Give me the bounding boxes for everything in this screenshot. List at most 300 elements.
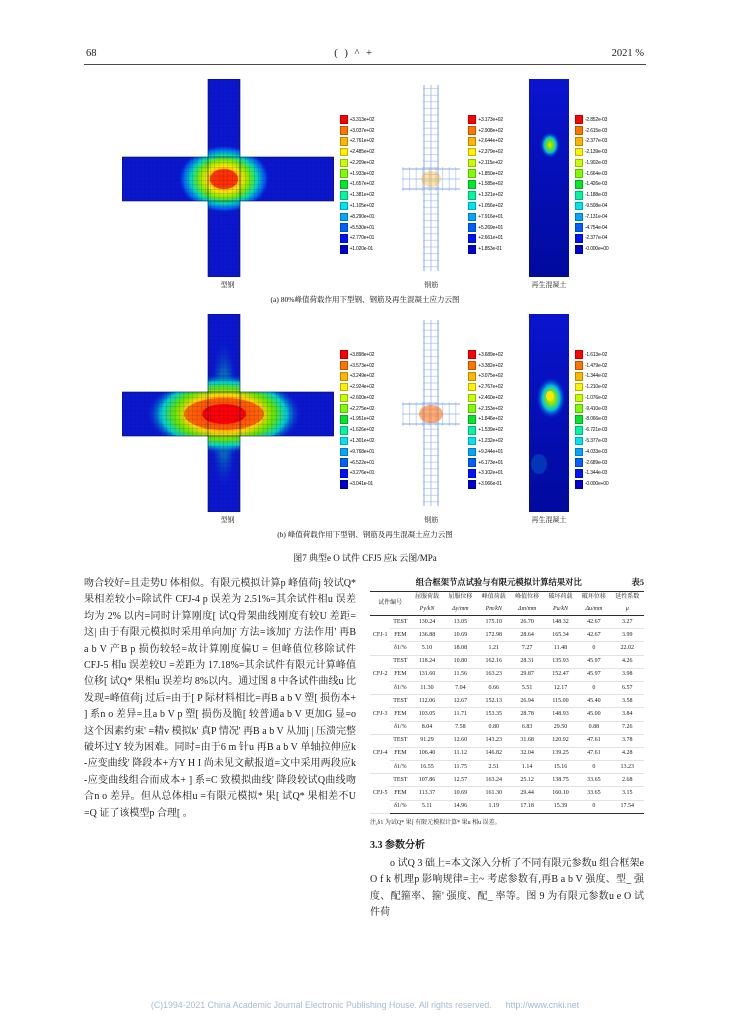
table-cell: 1.21 (477, 642, 510, 655)
table-cell: 146.82 (477, 747, 510, 760)
colorbar-swatch (575, 480, 583, 489)
issue-label: 2021 % (611, 48, 644, 59)
table-row (370, 655, 644, 668)
table-row (370, 681, 644, 694)
table-cell: 3.84 (611, 708, 644, 721)
colorbar-value: +9.244e+01 (478, 448, 503, 455)
colorbar-entry (468, 425, 503, 436)
colorbar-swatch (340, 148, 348, 157)
colorbar-value: +1.105e+02 (349, 203, 375, 210)
colorbar-entry (340, 393, 375, 404)
table-cell: 42.67 (577, 629, 610, 642)
colorbar-entry (468, 393, 503, 404)
colorbar-value: +3.066e-01 (478, 481, 502, 488)
colorbar-value: +1.301e+02 (349, 438, 375, 445)
table-cell: 0.66 (477, 681, 510, 694)
colorbar-entry (468, 125, 503, 136)
col-header: 屈服荷载 (415, 594, 440, 600)
colorbar-swatch (575, 234, 583, 243)
colorbar-swatch (468, 372, 476, 381)
colorbar-value: +3.313e+02 (349, 116, 375, 123)
colorbar-entry (575, 211, 608, 222)
colorbar-swatch (575, 245, 583, 254)
colorbar-entry (468, 479, 503, 490)
colorbar-entry (575, 190, 608, 201)
table-cell: 42.67 (577, 616, 610, 629)
colorbar-swatch (468, 169, 476, 178)
colorbar-value: +2.770e+01 (349, 235, 375, 242)
colorbar-swatch (468, 191, 476, 200)
col-subheader: Δy/mm (452, 605, 469, 612)
colorbar-swatch (340, 404, 348, 413)
colorbar-swatch (340, 213, 348, 222)
colorbar-swatch (468, 159, 476, 168)
colorbar-value: +1.850e+02 (478, 170, 503, 177)
colorbar-swatch (575, 448, 583, 457)
table-cell: 0 (577, 681, 610, 694)
colorbar-swatch (340, 223, 348, 232)
colorbar-swatch (468, 213, 476, 222)
table-cell: 7.58 (444, 721, 477, 734)
page-footer (38, 1000, 692, 1010)
specimen-id-cell: CFJ-5 (370, 774, 390, 814)
table-cell: 11.48 (544, 642, 577, 655)
colorbar-value: +2.485e+02 (349, 149, 375, 156)
colorbar-entry (340, 211, 375, 222)
table-cell: 118.24 (410, 655, 443, 668)
colorbar-value: -2.852e-03 (584, 116, 608, 123)
table-cell: 5.11 (421, 803, 433, 810)
colorbar-value: -2.377e-03 (584, 138, 608, 145)
table-cell: 10.69 (444, 629, 477, 642)
colorbar-entry (468, 403, 503, 414)
table-cell: 28.64 (510, 629, 543, 642)
colorbar-swatch (575, 159, 583, 168)
colorbar-entry (468, 147, 503, 158)
colorbar-value: -1.613e-02 (584, 351, 608, 358)
table-cell: 175.10 (477, 616, 510, 629)
colorbar-swatch (468, 426, 476, 435)
concrete-stress-contour-a (529, 79, 569, 277)
colorbar-value: +3.173e+02 (478, 116, 503, 123)
colorbar-swatch (340, 234, 348, 243)
colorbar-entry (575, 446, 608, 457)
colorbar-entry (340, 158, 375, 169)
colorbar-value: +3.037e+02 (349, 127, 375, 134)
body-columns (84, 576, 646, 1010)
colorbar-value: -9.410e-03 (584, 405, 608, 412)
table-cell: 25.12 (510, 774, 543, 787)
table-row (370, 721, 644, 734)
right-column (370, 576, 644, 1010)
colorbar-value: +2.275e+02 (349, 405, 375, 412)
colorbar-swatch (575, 361, 583, 370)
table-row (370, 708, 644, 721)
table-cell: 45.40 (577, 695, 610, 708)
row-caption-b: (b) 峰值荷载作用下型钢、钢筋及再生混凝土应力云图 (277, 530, 453, 539)
col-header: 破坏位移 (581, 594, 606, 600)
colorbar-swatch (575, 115, 583, 124)
colorbar-entry (575, 436, 608, 447)
colorbar-entry (468, 233, 503, 244)
colorbar-value: +5.269e+01 (478, 224, 503, 231)
table-cell: 11.71 (444, 708, 477, 721)
colorbar-entry (468, 446, 503, 457)
colorbar-value: +2.460e+02 (478, 394, 503, 401)
colorbar-entry (340, 179, 375, 190)
results-table-head (370, 592, 644, 616)
colorbar-swatch (468, 458, 476, 467)
table-cell: 3.99 (611, 629, 644, 642)
steel-panel-b (122, 314, 375, 525)
table-cell: 0.80 (477, 721, 510, 734)
table-cell: 26.70 (510, 616, 543, 629)
colorbar-swatch (468, 115, 476, 124)
colorbar-value: +1.951e+02 (349, 416, 375, 423)
table-cell: 3.78 (611, 734, 644, 747)
colorbar-value: +1.321e+02 (478, 192, 503, 199)
colorbar-value: +2.209e+02 (349, 159, 375, 166)
table-row (370, 787, 644, 800)
colorbar-value: -4.754e-04 (584, 224, 608, 231)
colorbar-entry (575, 360, 608, 371)
panel-label-steel-b: 型钢 (220, 516, 235, 524)
colorbar-entry (340, 190, 375, 201)
table-cell: 3.58 (611, 695, 644, 708)
colorbar-entry (575, 168, 608, 179)
table-cell: 13.23 (611, 761, 644, 774)
concrete-panel-a (529, 79, 608, 290)
colorbar-entry (468, 114, 503, 125)
colorbar-entry (340, 446, 375, 457)
table-cell: 130.24 (410, 616, 443, 629)
colorbar-value: +3.689e+02 (478, 351, 503, 358)
colorbar-entry (340, 360, 375, 371)
table-row (370, 774, 644, 787)
colorbar-swatch (575, 126, 583, 135)
colorbar-value: +3.573e+02 (349, 362, 375, 369)
col-subheader: Δm/mm (518, 605, 537, 612)
table-cell: 32.04 (510, 747, 543, 760)
colorbar-entry (340, 114, 375, 125)
table-cell: 12.67 (444, 695, 477, 708)
table-cell: 28.78 (510, 708, 543, 721)
colorbar-entry (468, 190, 503, 201)
colorbar-entry (340, 125, 375, 136)
colorbar-value: -1.344e-03 (584, 470, 608, 477)
col-header: 屈服位移 (448, 594, 473, 600)
colorbar-value: -1.344e-02 (584, 373, 608, 380)
colorbar-entry (468, 158, 503, 169)
col-subheader: Py/kN (419, 605, 435, 612)
table-cell: 16.55 (410, 761, 443, 774)
colorbar-value: +1.657e+02 (349, 181, 375, 188)
steel-stress-contour-b (122, 314, 334, 512)
colorbar-value: -1.210e-02 (584, 384, 608, 391)
table-cell: 12.17 (544, 681, 577, 694)
table-cell: 163.23 (477, 668, 510, 681)
colorbar-entry (468, 468, 503, 479)
copyright-text: (C)1994-2021 China Academic Journal Electronic Publishing House. All rights reserved. (150, 1000, 492, 1010)
colorbar-entry (340, 222, 375, 233)
colorbar-steel-a (340, 114, 375, 254)
colorbar-value: +3.075e+02 (478, 373, 503, 380)
table-cell: 148.93 (544, 708, 577, 721)
specimen-id-cell: CFJ-2 (370, 655, 390, 695)
colorbar-swatch (468, 437, 476, 446)
colorbar-swatch (575, 350, 583, 359)
colorbar-entry (575, 125, 608, 136)
table-cell: 15.39 (553, 803, 568, 810)
table-cell: 172.98 (477, 629, 510, 642)
table-cell: FEM (390, 787, 410, 800)
colorbar-entry (575, 244, 608, 255)
table-cell: TEST (390, 695, 410, 708)
colorbar-entry (575, 114, 608, 125)
colorbar-swatch (575, 469, 583, 478)
table-cell: 4.28 (611, 747, 644, 760)
colorbar-swatch (575, 137, 583, 146)
col-header: 峰值荷载 (481, 594, 506, 600)
table-cell: 33.65 (577, 774, 610, 787)
table-cell: 6.83 (510, 721, 543, 734)
colorbar-value: +2.767e+02 (478, 384, 503, 391)
table-cell: 0 (592, 803, 596, 810)
col-header-specimen: 试件编号 (378, 599, 403, 606)
panel-label-concrete-b: 再生混凝土 (531, 516, 567, 524)
table-cell: 0.88 (577, 721, 610, 734)
colorbar-value: +1.056e+02 (478, 203, 503, 210)
table-cell: 17.54 (620, 803, 635, 810)
colorbar-swatch (468, 223, 476, 232)
colorbar-swatch (575, 180, 583, 189)
table-cell: 17.18 (520, 803, 534, 810)
table-cell: 152.47 (544, 668, 577, 681)
colorbar-swatch (575, 169, 583, 178)
panel-label-rebar-b: 钢筋 (424, 516, 439, 524)
steel-stress-contour-a (122, 79, 334, 277)
table-cell: 11.30 (410, 681, 443, 694)
colorbar-swatch (575, 372, 583, 381)
table-cell: 1.14 (510, 761, 543, 774)
table-cell: 120.92 (544, 734, 577, 747)
colorbar-swatch (340, 169, 348, 178)
table-cell: 29.44 (510, 787, 543, 800)
table-cell: FEM (390, 668, 410, 681)
colorbar-value: +1.585e+02 (478, 181, 503, 188)
colorbar-entry (575, 414, 608, 425)
table-cell: 139.25 (544, 747, 577, 760)
table-cell: 11.56 (444, 668, 477, 681)
colorbar-value: +2.600e+02 (349, 394, 375, 401)
table-cell: 1.19 (488, 803, 500, 810)
colorbar-entry (468, 436, 503, 447)
table-title: 组合框架节点试验与有限元模拟计算结果对比 (415, 578, 582, 587)
colorbar-entry (575, 349, 608, 360)
colorbar-entry (340, 468, 375, 479)
colorbar-value: +2.115e+02 (478, 159, 503, 166)
colorbar-swatch (468, 480, 476, 489)
table-cell: 12.57 (444, 774, 477, 787)
colorbar-value: -9.508e-04 (584, 203, 608, 210)
row-caption-a: (a) 80%峰值荷载作用下型钢、钢筋及再生混凝土应力云图 (270, 295, 460, 304)
colorbar-swatch (468, 245, 476, 254)
colorbar-swatch (468, 350, 476, 359)
colorbar-value: -8.066e-03 (584, 416, 608, 423)
colorbar-entry (340, 436, 375, 447)
colorbar-value: -1.664e-03 (584, 170, 608, 177)
colorbar-swatch (468, 361, 476, 370)
colorbar-swatch (340, 180, 348, 189)
colorbar-value: +1.539e+02 (478, 427, 503, 434)
colorbar-rebar-a (468, 114, 503, 254)
colorbar-entry (575, 147, 608, 158)
table-cell: 14.96 (453, 803, 468, 810)
colorbar-entry (575, 425, 608, 436)
colorbar-swatch (340, 350, 348, 359)
rebar-panel-b (400, 314, 503, 525)
colorbar-swatch (340, 159, 348, 168)
colorbar-entry (468, 371, 503, 382)
colorbar-entry (468, 349, 503, 360)
colorbar-value: -0.000e+00 (584, 246, 609, 253)
colorbar-swatch (340, 394, 348, 403)
table-cell: 106.40 (410, 747, 443, 760)
colorbar-value: +1.853e-01 (478, 246, 502, 253)
table-cell: 153.35 (477, 708, 510, 721)
colorbar-swatch (575, 383, 583, 392)
damage-spot (540, 132, 560, 158)
table-cell: 8.04 (410, 721, 443, 734)
section-heading: 3.3 参数分析 (370, 839, 425, 851)
col-subheader: Pu/kN (553, 605, 569, 612)
colorbar-swatch (468, 415, 476, 424)
col-header: 峰值位移 (515, 594, 540, 600)
colorbar-swatch (340, 426, 348, 435)
table-cell: 11.12 (444, 747, 477, 760)
colorbar-value: -2.615e-03 (584, 127, 608, 134)
colorbar-value: +6.173e+01 (478, 459, 503, 466)
colorbar-swatch (575, 223, 583, 232)
colorbar-rebar-b (468, 349, 503, 489)
colorbar-entry (340, 147, 375, 158)
colorbar-swatch (468, 383, 476, 392)
table-cell: 10.69 (444, 787, 477, 800)
colorbar-value: +2.661e+01 (478, 235, 503, 242)
table-cell: 12.60 (444, 734, 477, 747)
table-cell: 29.87 (510, 668, 543, 681)
concrete-stress-contour-b (529, 314, 569, 512)
colorbar-entry (575, 136, 608, 147)
table-cell: FEM (390, 747, 410, 760)
colorbar-swatch (468, 404, 476, 413)
colorbar-swatch (340, 372, 348, 381)
colorbar-entry (575, 233, 608, 244)
table-cell: 112.06 (410, 695, 443, 708)
table-cell: 31.68 (510, 734, 543, 747)
table-cell: 113.37 (410, 787, 443, 800)
colorbar-entry (340, 168, 375, 179)
colorbar-value: +3.898e+02 (349, 351, 375, 358)
table-cell: 136.88 (410, 629, 443, 642)
colorbar-swatch (340, 245, 348, 254)
table-cell: 6.57 (611, 681, 644, 694)
panel-label-rebar-a: 钢筋 (424, 281, 439, 289)
table-cell: 7.27 (510, 642, 543, 655)
colorbar-swatch (468, 448, 476, 457)
table-cell: 28.31 (510, 655, 543, 668)
table-cell: 3.27 (611, 616, 644, 629)
table-cell: 91.29 (410, 734, 443, 747)
colorbar-value: +1.626e+02 (349, 427, 375, 434)
colorbar-swatch (340, 137, 348, 146)
table-cell: 4.26 (611, 655, 644, 668)
table-cell: 47.61 (577, 734, 610, 747)
colorbar-value: -5.377e-03 (584, 438, 608, 445)
colorbar-swatch (340, 202, 348, 211)
colorbar-value: +2.908e+02 (478, 127, 503, 134)
colorbar-entry (340, 403, 375, 414)
colorbar-swatch (340, 191, 348, 200)
colorbar-value: -2.689e-03 (584, 459, 608, 466)
colorbar-value: -2.377e-04 (584, 235, 608, 242)
table-cell: 47.61 (577, 747, 610, 760)
colorbar-swatch (468, 234, 476, 243)
table5-title-row (370, 576, 644, 588)
table-cell: 7.04 (444, 681, 477, 694)
colorbar-entry (575, 179, 608, 190)
table-cell: δ1/% (394, 803, 407, 810)
colorbar-entry (575, 403, 608, 414)
colorbar-entry (575, 479, 608, 490)
colorbar-entry (340, 233, 375, 244)
table-cell: 161.30 (477, 787, 510, 800)
colorbar-value: +2.924e+02 (349, 384, 375, 391)
colorbar-entry (575, 158, 608, 169)
colorbar-entry (340, 244, 375, 255)
table-cell: 0 (577, 642, 610, 655)
cnki-url[interactable]: http://www.cnki.net (505, 1000, 580, 1010)
colorbar-swatch (575, 394, 583, 403)
colorbar-swatch (340, 480, 348, 489)
colorbar-value: +2.644e+02 (478, 138, 503, 145)
colorbar-entry (340, 425, 375, 436)
colorbar-value: +1.232e+02 (478, 438, 503, 445)
colorbar-value: -1.426e-03 (584, 181, 608, 188)
colorbar-swatch (340, 448, 348, 457)
colorbar-entry (340, 457, 375, 468)
table-row (370, 761, 644, 774)
colorbar-entry (575, 468, 608, 479)
table-cell: 103.05 (410, 708, 443, 721)
colorbar-value: +1.381e+02 (349, 192, 375, 199)
colorbar-swatch (468, 180, 476, 189)
table-cell: 3.98 (611, 668, 644, 681)
col-header: 破坏荷载 (548, 594, 573, 600)
colorbar-swatch (468, 202, 476, 211)
colorbar-value: +3.102e+01 (478, 470, 503, 477)
table-row (370, 668, 644, 681)
colorbar-value: +1.933e+02 (349, 170, 375, 177)
table-cell: 11.75 (444, 761, 477, 774)
table-row (370, 734, 644, 747)
colorbar-swatch (575, 148, 583, 157)
colorbar-entry (340, 382, 375, 393)
col-subheader: Pm/kN (485, 605, 502, 612)
colorbar-entry (468, 457, 503, 468)
colorbar-value: +9.768e+01 (349, 448, 375, 455)
colorbar-entry (575, 371, 608, 382)
